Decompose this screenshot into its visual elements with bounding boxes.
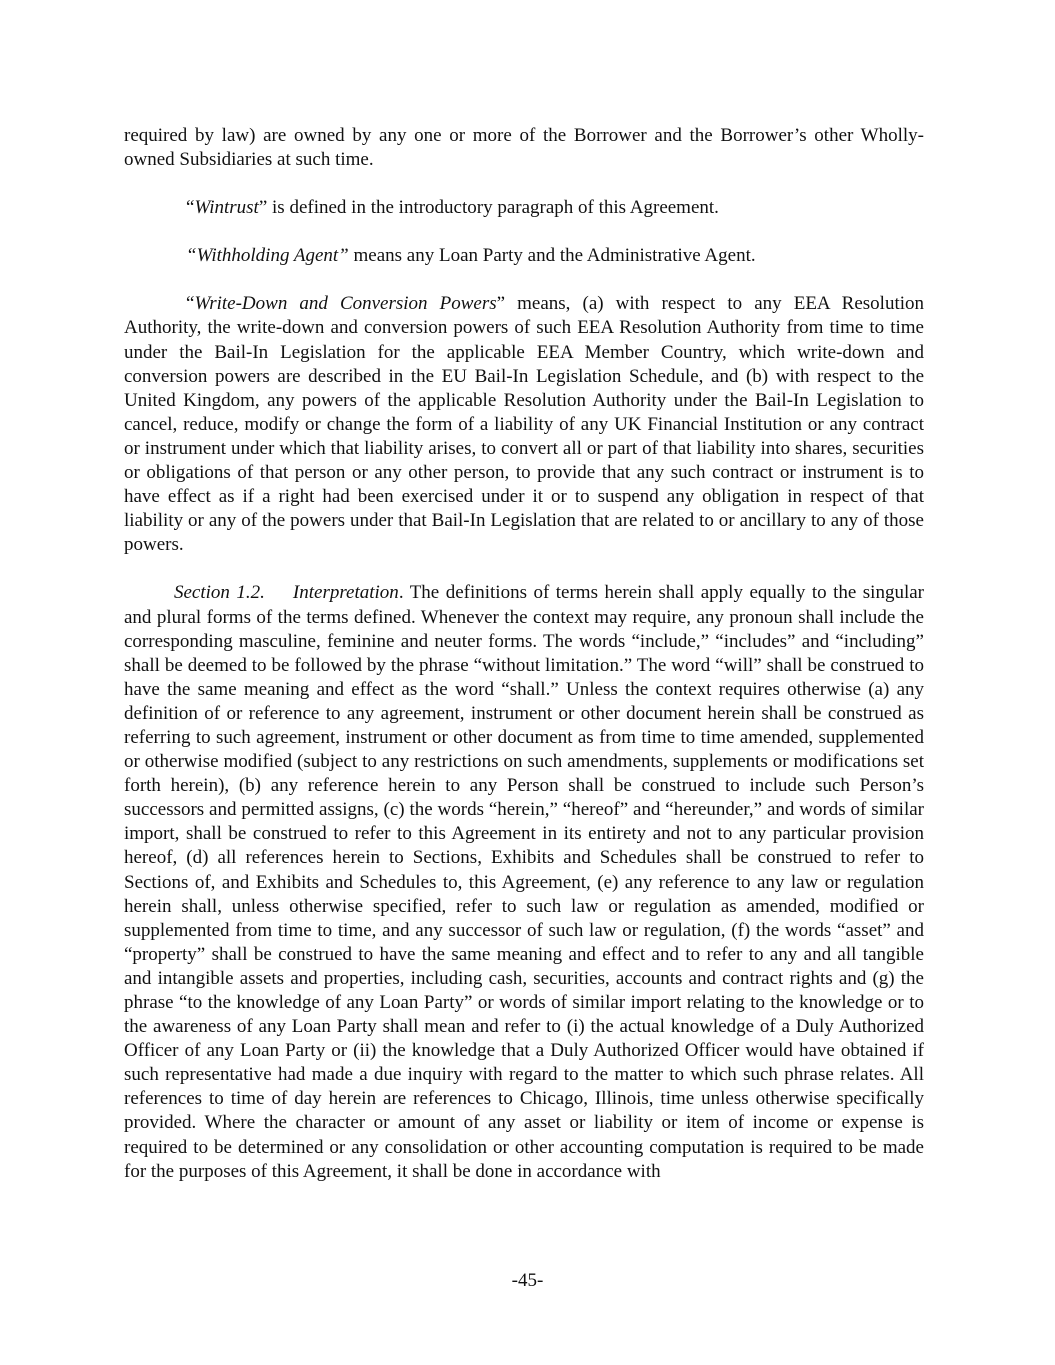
definition-text-withholding-agent: means any Loan Party and the Administrative Agent. — [348, 245, 756, 267]
section-1-2-paragraph — [124, 581, 924, 1183]
definition-wintrust: “Wintrust” is defined in the introductory paragraph of this Agreement. — [186, 197, 719, 219]
section-heading: Interpretation — [292, 582, 399, 604]
definition-text-wintrust: ” is defined in the introductory paragraph of this Agreement. — [258, 197, 719, 219]
definition-write-down: “Write-Down and Conversion Powers” means, (a) with respect to any EEA Resolution Authority, the write-down and conversion powers of such EEA Resolution Authority from time to time under the Bail-In Legislation for the applicable EEA Member Country, which write-down and conversion powers are described in the EU Bail-In Legislation Schedule, and (b) with respect to the United Kingdom, any powers of the applicable Resolution Authority under the Bail-In Legislation to cancel, reduce, modify or change the form of a liability of any UK Financial Institution or any contract or instrument under which that liability arises, to convert all or part of that liability into shares, securities or obligations of that person or any other person, to provide that any such contract or instrument is to have effect as if a right had been exercised under it or to suspend any obligation in respect of that liability or any of the powers under that Bail-In Legislation that are related to or ancillary to any of those powers. — [124, 293, 924, 556]
continuation-paragraph: required by law) are owned by any one or more of the Borrower and the Borrower’s other Wholly-owned Subsidiaries at such time. — [124, 125, 924, 171]
defined-term-wintrust: Wintrust — [194, 197, 259, 219]
document-page — [124, 124, 924, 1184]
definition-withholding-agent — [124, 244, 924, 268]
page-number: -45- — [511, 1270, 544, 1291]
definition-text-write-down: ” means, (a) with respect to any EEA Resolution Authority, the write-down and conversion powers of such EEA Resolution Authority from time to time under the Bail-In Legislation for the applicable EEA Member Country, which write-down and conversion powers are described in the EU Bail-In Legislation Schedule, and (b) with respect to the United Kingdom, any powers of the applicable Resolution Authority under the Bail-In Legislation to cancel, reduce, modify or change the form of a liability of any UK Financial Institution or any contract or instrument under which that liability arises, to convert all or part of that liability into shares, securities or obligations of that person or any other person, to provide that any such contract or instrument is to have effect as if a right had been exercised under it or to suspend any obligation in respect of that liability or any of the powers under that Bail-In Legislation that are related to or ancillary to any of those powers. — [124, 293, 924, 556]
section-number: Section 1.2. — [174, 582, 265, 604]
defined-term-write-down: Write-Down and Conversion Powers — [194, 293, 497, 315]
defined-term-withholding-agent: “Withholding Agent” — [186, 245, 349, 267]
section-text: . The definitions of terms herein shall apply equally to the singular and plural forms of the terms defined. Whenever the context may require, any pronoun shall include the corresponding masculine, feminine and neuter forms. The words “include,” “includes” and “including” shall be deemed to be followed by the phrase “without limitation.” The word “will” shall be construed to have the same meaning and effect as the word “shall.” Unless the context requires otherwise (a) any definition of or reference to any agreement, instrument or other document herein shall be construed as referring to such agreement, instrument or other document as from time to time amended, supplemented or otherwise modified (subject to any restrictions on such amendments, supplements or modifications set forth herein), (b) any reference herein to any Person shall be construed to include such Person’s successors and permitted assigns, (c) the words “herein,” “hereof” and “hereunder,” and words of similar import, shall be construed to refer to this Agreement in its entirety and not to any particular provision hereof, (d) all references herein to Sections, Exhibits and Schedules shall be construed to refer to Sections of, and Exhibits and Schedules to, this Agreement, (e) any reference to any law or regulation herein shall, unless otherwise specified, refer to such law or regulation as amended, modified or supplemented from time to time, and any successor of such law or regulation, (f) the words “asset” and “property” shall be construed to have the same meaning and effect and to refer to any and all tangible and intangible assets and properties, including cash, securities, accounts and contract rights and (g) the phrase “to the knowledge of any Loan Party” or words of similar import relating to the knowledge or to the awareness of any Loan Party shall mean and refer to (i) the actual knowledge of a Duly Authorized Officer of any Loan Party or (ii) the knowledge that a Duly Authorized Officer would have obtained if such representative had made a due inquiry with regard to the matter to which such phrase relates. All references to time of day herein are references to Chicago, Illinois, time unless otherwise specifically provided. Where the character or amount of any asset or liability or item of income or expense is required to be determined or any consolidation or other accounting computation is required to be made for the purposes of this Agreement, it shall be done in accordance with — [124, 582, 924, 1182]
